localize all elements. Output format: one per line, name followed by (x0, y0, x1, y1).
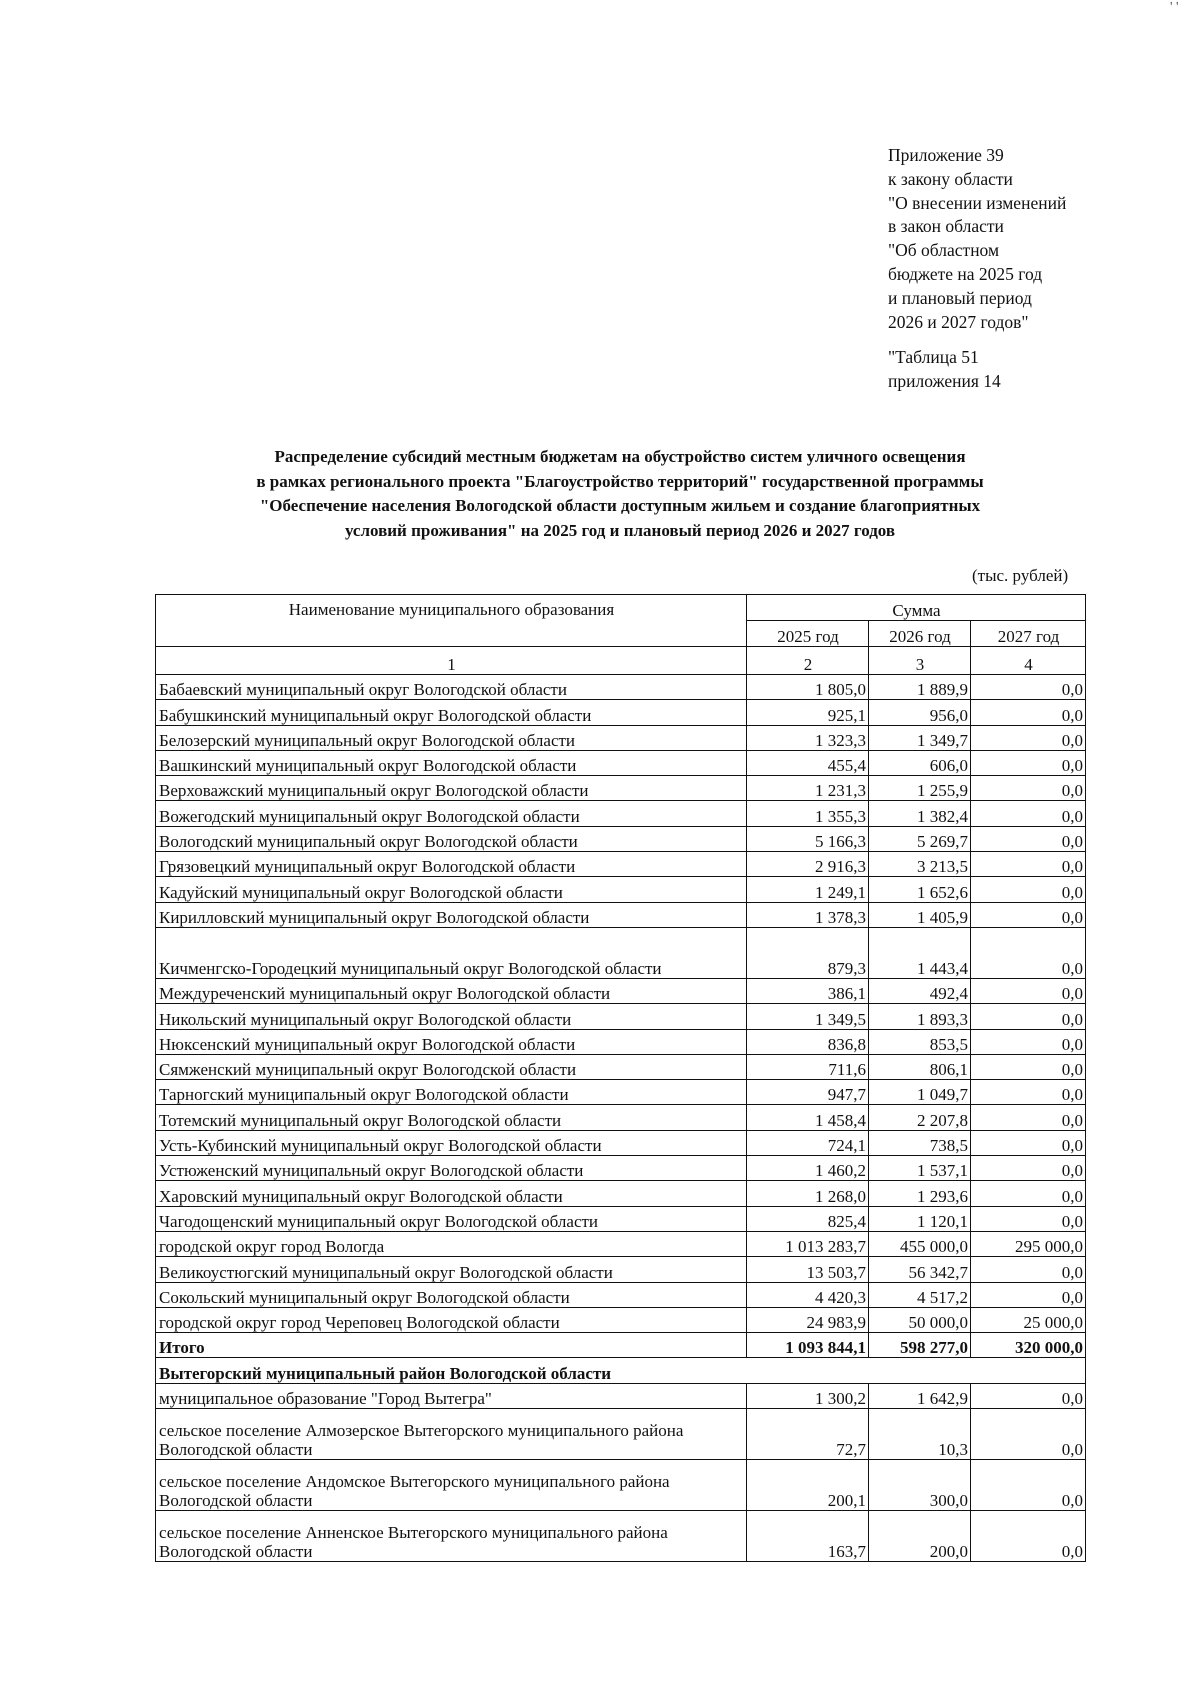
amount-2026: 1 642,9 (869, 1383, 971, 1408)
amount-2026: 455 000,0 (869, 1231, 971, 1256)
table-row (156, 978, 1086, 1003)
amount-2026: 738,5 (869, 1130, 971, 1155)
amount-2026: 1 255,9 (869, 776, 971, 801)
amount-2026: 50 000,0 (869, 1307, 971, 1332)
row-name: Чагодощенский муниципальный округ Вологодской области (156, 1206, 747, 1231)
amount-2025: 13 503,7 (747, 1257, 869, 1282)
table-row (156, 1054, 1086, 1079)
column-number: 1 (156, 647, 747, 675)
table-row (156, 1511, 1086, 1562)
amount-2027: 0,0 (971, 978, 1086, 1003)
amount-2025: 1 231,3 (747, 776, 869, 801)
amount-2025: 825,4 (747, 1206, 869, 1231)
amount-2025: 711,6 (747, 1054, 869, 1079)
amount-2025: 5 166,3 (747, 826, 869, 851)
table-row (156, 1409, 1086, 1460)
amount-2026: 1 349,7 (869, 725, 971, 750)
table-row (156, 725, 1086, 750)
row-name: Верховажский муниципальный округ Вологодской области (156, 776, 747, 801)
row-name: Кадуйский муниципальный округ Вологодской области (156, 877, 747, 902)
amount-2027: 295 000,0 (971, 1231, 1086, 1256)
amount-2026: 56 342,7 (869, 1257, 971, 1282)
table-row (156, 1460, 1086, 1511)
header-year-2027: 2027 год (971, 621, 1086, 647)
amount-2027: 0,0 (971, 725, 1086, 750)
table-row (156, 700, 1086, 725)
amount-2025: 836,8 (747, 1029, 869, 1054)
amount-2027: 0,0 (971, 675, 1086, 700)
row-name: Харовский муниципальный округ Вологодской области (156, 1181, 747, 1206)
amount-2026: 606,0 (869, 750, 971, 775)
row-name: Грязовецкий муниципальный округ Вологодской области (156, 852, 747, 877)
table-row (156, 801, 1086, 826)
row-name: городской округ город Вологда (156, 1231, 747, 1256)
amount-2026: 2 207,8 (869, 1105, 971, 1130)
amount-2027: 0,0 (971, 852, 1086, 877)
amount-2027: 0,0 (971, 1409, 1086, 1460)
amount-2025: 386,1 (747, 978, 869, 1003)
row-name: Сокольский муниципальный округ Вологодской области (156, 1282, 747, 1307)
table-row (156, 1080, 1086, 1105)
amount-2025: 925,1 (747, 700, 869, 725)
row-name: Тотемский муниципальный округ Вологодской области (156, 1105, 747, 1130)
appendix-line: бюджете на 2025 год (888, 263, 1043, 284)
table-row (156, 1105, 1086, 1130)
row-name: Тарногский муниципальный округ Вологодской области (156, 1080, 747, 1105)
header-sum: Сумма (747, 595, 1086, 621)
amount-2025: 4 420,3 (747, 1282, 869, 1307)
section-row (156, 1358, 1086, 1383)
amount-2027: 0,0 (971, 927, 1086, 978)
table-row (156, 1307, 1086, 1332)
scan-mark: ' ' (1170, 0, 1179, 15)
row-name: Вологодский муниципальный округ Вологодской области (156, 826, 747, 851)
amount-2025: 1 460,2 (747, 1156, 869, 1181)
table-row (156, 1004, 1086, 1029)
row-name: Вашкинский муниципальный округ Вологодской области (156, 750, 747, 775)
row-name: Вытегорский муниципальный район Вологодской области (156, 1358, 1086, 1383)
table-row (156, 1383, 1086, 1408)
row-name: сельское поселение Анненское Вытегорского муниципального района Вологодской области (156, 1511, 747, 1562)
amount-2025: 1 349,5 (747, 1004, 869, 1029)
amount-2025: 1 805,0 (747, 675, 869, 700)
subsidy-table (155, 594, 1086, 1562)
amount-2025: 1 093 844,1 (747, 1333, 869, 1358)
column-numbers-row (156, 647, 1086, 675)
amount-2027: 0,0 (971, 1282, 1086, 1307)
title-line: "Обеспечение населения Вологодской области доступным жильем и создание благоприятных (259, 496, 981, 515)
appendix-line: "О внесении изменений (888, 192, 1067, 213)
total-row (156, 1333, 1086, 1358)
table-row (156, 1156, 1086, 1181)
row-name: Бабаевский муниципальный округ Вологодской области (156, 675, 747, 700)
title-line: условий проживания" на 2025 год и плановый период 2026 и 2027 годов (344, 520, 896, 540)
amount-2025: 1 355,3 (747, 801, 869, 826)
amount-2027: 0,0 (971, 1511, 1086, 1562)
amount-2027: 0,0 (971, 1257, 1086, 1282)
amount-2026: 300,0 (869, 1460, 971, 1511)
amount-2025: 1 013 283,7 (747, 1231, 869, 1256)
amount-2026: 1 405,9 (869, 902, 971, 927)
table-row (156, 826, 1086, 851)
row-name: городской округ город Череповец Вологодской области (156, 1307, 747, 1332)
header-row (156, 595, 1086, 621)
table-row (156, 927, 1086, 978)
amount-2027: 0,0 (971, 1029, 1086, 1054)
amount-2027: 0,0 (971, 1130, 1086, 1155)
amount-2025: 163,7 (747, 1511, 869, 1562)
appendix-block (888, 144, 1188, 394)
amount-2025: 1 323,3 (747, 725, 869, 750)
table-row (156, 1257, 1086, 1282)
amount-2025: 200,1 (747, 1460, 869, 1511)
amount-2027: 0,0 (971, 776, 1086, 801)
amount-2026: 853,5 (869, 1029, 971, 1054)
amount-2027: 320 000,0 (971, 1333, 1086, 1358)
row-name: Нюксенский муниципальный округ Вологодской области (156, 1029, 747, 1054)
row-name: Великоустюгский муниципальный округ Вологодской области (156, 1257, 747, 1282)
row-name: Белозерский муниципальный округ Вологодской области (156, 725, 747, 750)
amount-2025: 879,3 (747, 927, 869, 978)
amount-2026: 1 382,4 (869, 801, 971, 826)
amount-2027: 0,0 (971, 826, 1086, 851)
amount-2025: 72,7 (747, 1409, 869, 1460)
header-name-column: Наименование муниципального образования (156, 595, 747, 647)
row-name: Итого (156, 1333, 747, 1358)
amount-2027: 0,0 (971, 801, 1086, 826)
table-row (156, 1231, 1086, 1256)
row-name: сельское поселение Алмозерское Вытегорского муниципального района Вологодской области (156, 1409, 747, 1460)
amount-2027: 0,0 (971, 1105, 1086, 1130)
amount-2025: 724,1 (747, 1130, 869, 1155)
amount-2026: 1 443,4 (869, 927, 971, 978)
appendix-line: в закон области (888, 216, 1004, 237)
amount-2025: 1 378,3 (747, 902, 869, 927)
amount-2025: 1 458,4 (747, 1105, 869, 1130)
row-name: муниципальное образование "Город Вытегра" (156, 1383, 747, 1408)
appendix-line: к закону области (888, 168, 1013, 189)
amount-2027: 0,0 (971, 1181, 1086, 1206)
row-name: Кичменгско-Городецкий муниципальный округ Вологодской области (156, 927, 747, 978)
row-name: Кирилловский муниципальный округ Вологодской области (156, 902, 747, 927)
amount-2027: 0,0 (971, 902, 1086, 927)
amount-2026: 1 293,6 (869, 1181, 971, 1206)
amount-2026: 1 652,6 (869, 877, 971, 902)
table-ref-line: приложения 14 (888, 371, 1001, 392)
amount-2027: 0,0 (971, 877, 1086, 902)
row-name: Сямженский муниципальный округ Вологодской области (156, 1054, 747, 1079)
amount-2025: 1 249,1 (747, 877, 869, 902)
amount-2027: 0,0 (971, 1054, 1086, 1079)
amount-2025: 1 300,2 (747, 1383, 869, 1408)
table-row (156, 675, 1086, 700)
amount-2027: 0,0 (971, 1383, 1086, 1408)
table-body (156, 675, 1086, 1562)
row-name: Никольский муниципальный округ Вологодской области (156, 1004, 747, 1029)
amount-2026: 492,4 (869, 978, 971, 1003)
row-name: Вожегодский муниципальный округ Вологодской области (156, 801, 747, 826)
column-number: 2 (747, 647, 869, 675)
title-line: Распределение субсидий местным бюджетам на обустройство систем уличного освещения (274, 447, 966, 466)
row-name: Междуреченский муниципальный округ Вологодской области (156, 978, 747, 1003)
amount-2027: 0,0 (971, 1004, 1086, 1029)
table-ref-line: "Таблица 51 (888, 347, 979, 368)
amount-2025: 455,4 (747, 750, 869, 775)
amount-2026: 1 889,9 (869, 675, 971, 700)
units-label: (тыс. рублей) (972, 566, 1069, 585)
header-year-2025: 2025 год (747, 621, 869, 647)
amount-2027: 0,0 (971, 1206, 1086, 1231)
table-row (156, 877, 1086, 902)
amount-2026: 5 269,7 (869, 826, 971, 851)
amount-2026: 1 120,1 (869, 1206, 971, 1231)
table-row (156, 1282, 1086, 1307)
document-title (170, 445, 1070, 543)
amount-2026: 956,0 (869, 700, 971, 725)
amount-2026: 3 213,5 (869, 852, 971, 877)
amount-2025: 2 916,3 (747, 852, 869, 877)
table-row (156, 1029, 1086, 1054)
header-year-2026: 2026 год (869, 621, 971, 647)
appendix-line: 2026 и 2027 годов" (888, 311, 1029, 332)
row-name: Усть-Кубинский муниципальный округ Вологодской области (156, 1130, 747, 1155)
amount-2027: 0,0 (971, 700, 1086, 725)
amount-2025: 24 983,9 (747, 1307, 869, 1332)
amount-2025: 1 268,0 (747, 1181, 869, 1206)
row-name: сельское поселение Андомское Вытегорского муниципального района Вологодской области (156, 1460, 747, 1511)
amount-2026: 806,1 (869, 1054, 971, 1079)
amount-2027: 0,0 (971, 1460, 1086, 1511)
table-row (156, 1206, 1086, 1231)
amount-2027: 0,0 (971, 750, 1086, 775)
amount-2025: 947,7 (747, 1080, 869, 1105)
column-number: 4 (971, 647, 1086, 675)
amount-2026: 200,0 (869, 1511, 971, 1562)
title-line: в рамках регионального проекта "Благоустройство территорий" государственной программы (256, 471, 984, 491)
amount-2026: 4 517,2 (869, 1282, 971, 1307)
table-row (156, 776, 1086, 801)
amount-2027: 25 000,0 (971, 1307, 1086, 1332)
row-name: Бабушкинский муниципальный округ Вологодской области (156, 700, 747, 725)
amount-2027: 0,0 (971, 1156, 1086, 1181)
column-number: 3 (869, 647, 971, 675)
table-row (156, 1130, 1086, 1155)
table-row (156, 852, 1086, 877)
amount-2026: 10,3 (869, 1409, 971, 1460)
table-row (156, 902, 1086, 927)
amount-2026: 1 049,7 (869, 1080, 971, 1105)
row-name: Устюженский муниципальный округ Вологодской области (156, 1156, 747, 1181)
appendix-line: Приложение 39 (888, 145, 1004, 165)
amount-2027: 0,0 (971, 1080, 1086, 1105)
appendix-line: "Об областном (888, 240, 1000, 261)
table-row (156, 750, 1086, 775)
table-row (156, 1181, 1086, 1206)
appendix-line: и плановый период (888, 287, 1032, 308)
amount-2026: 598 277,0 (869, 1333, 971, 1358)
amount-2026: 1 537,1 (869, 1156, 971, 1181)
amount-2026: 1 893,3 (869, 1004, 971, 1029)
